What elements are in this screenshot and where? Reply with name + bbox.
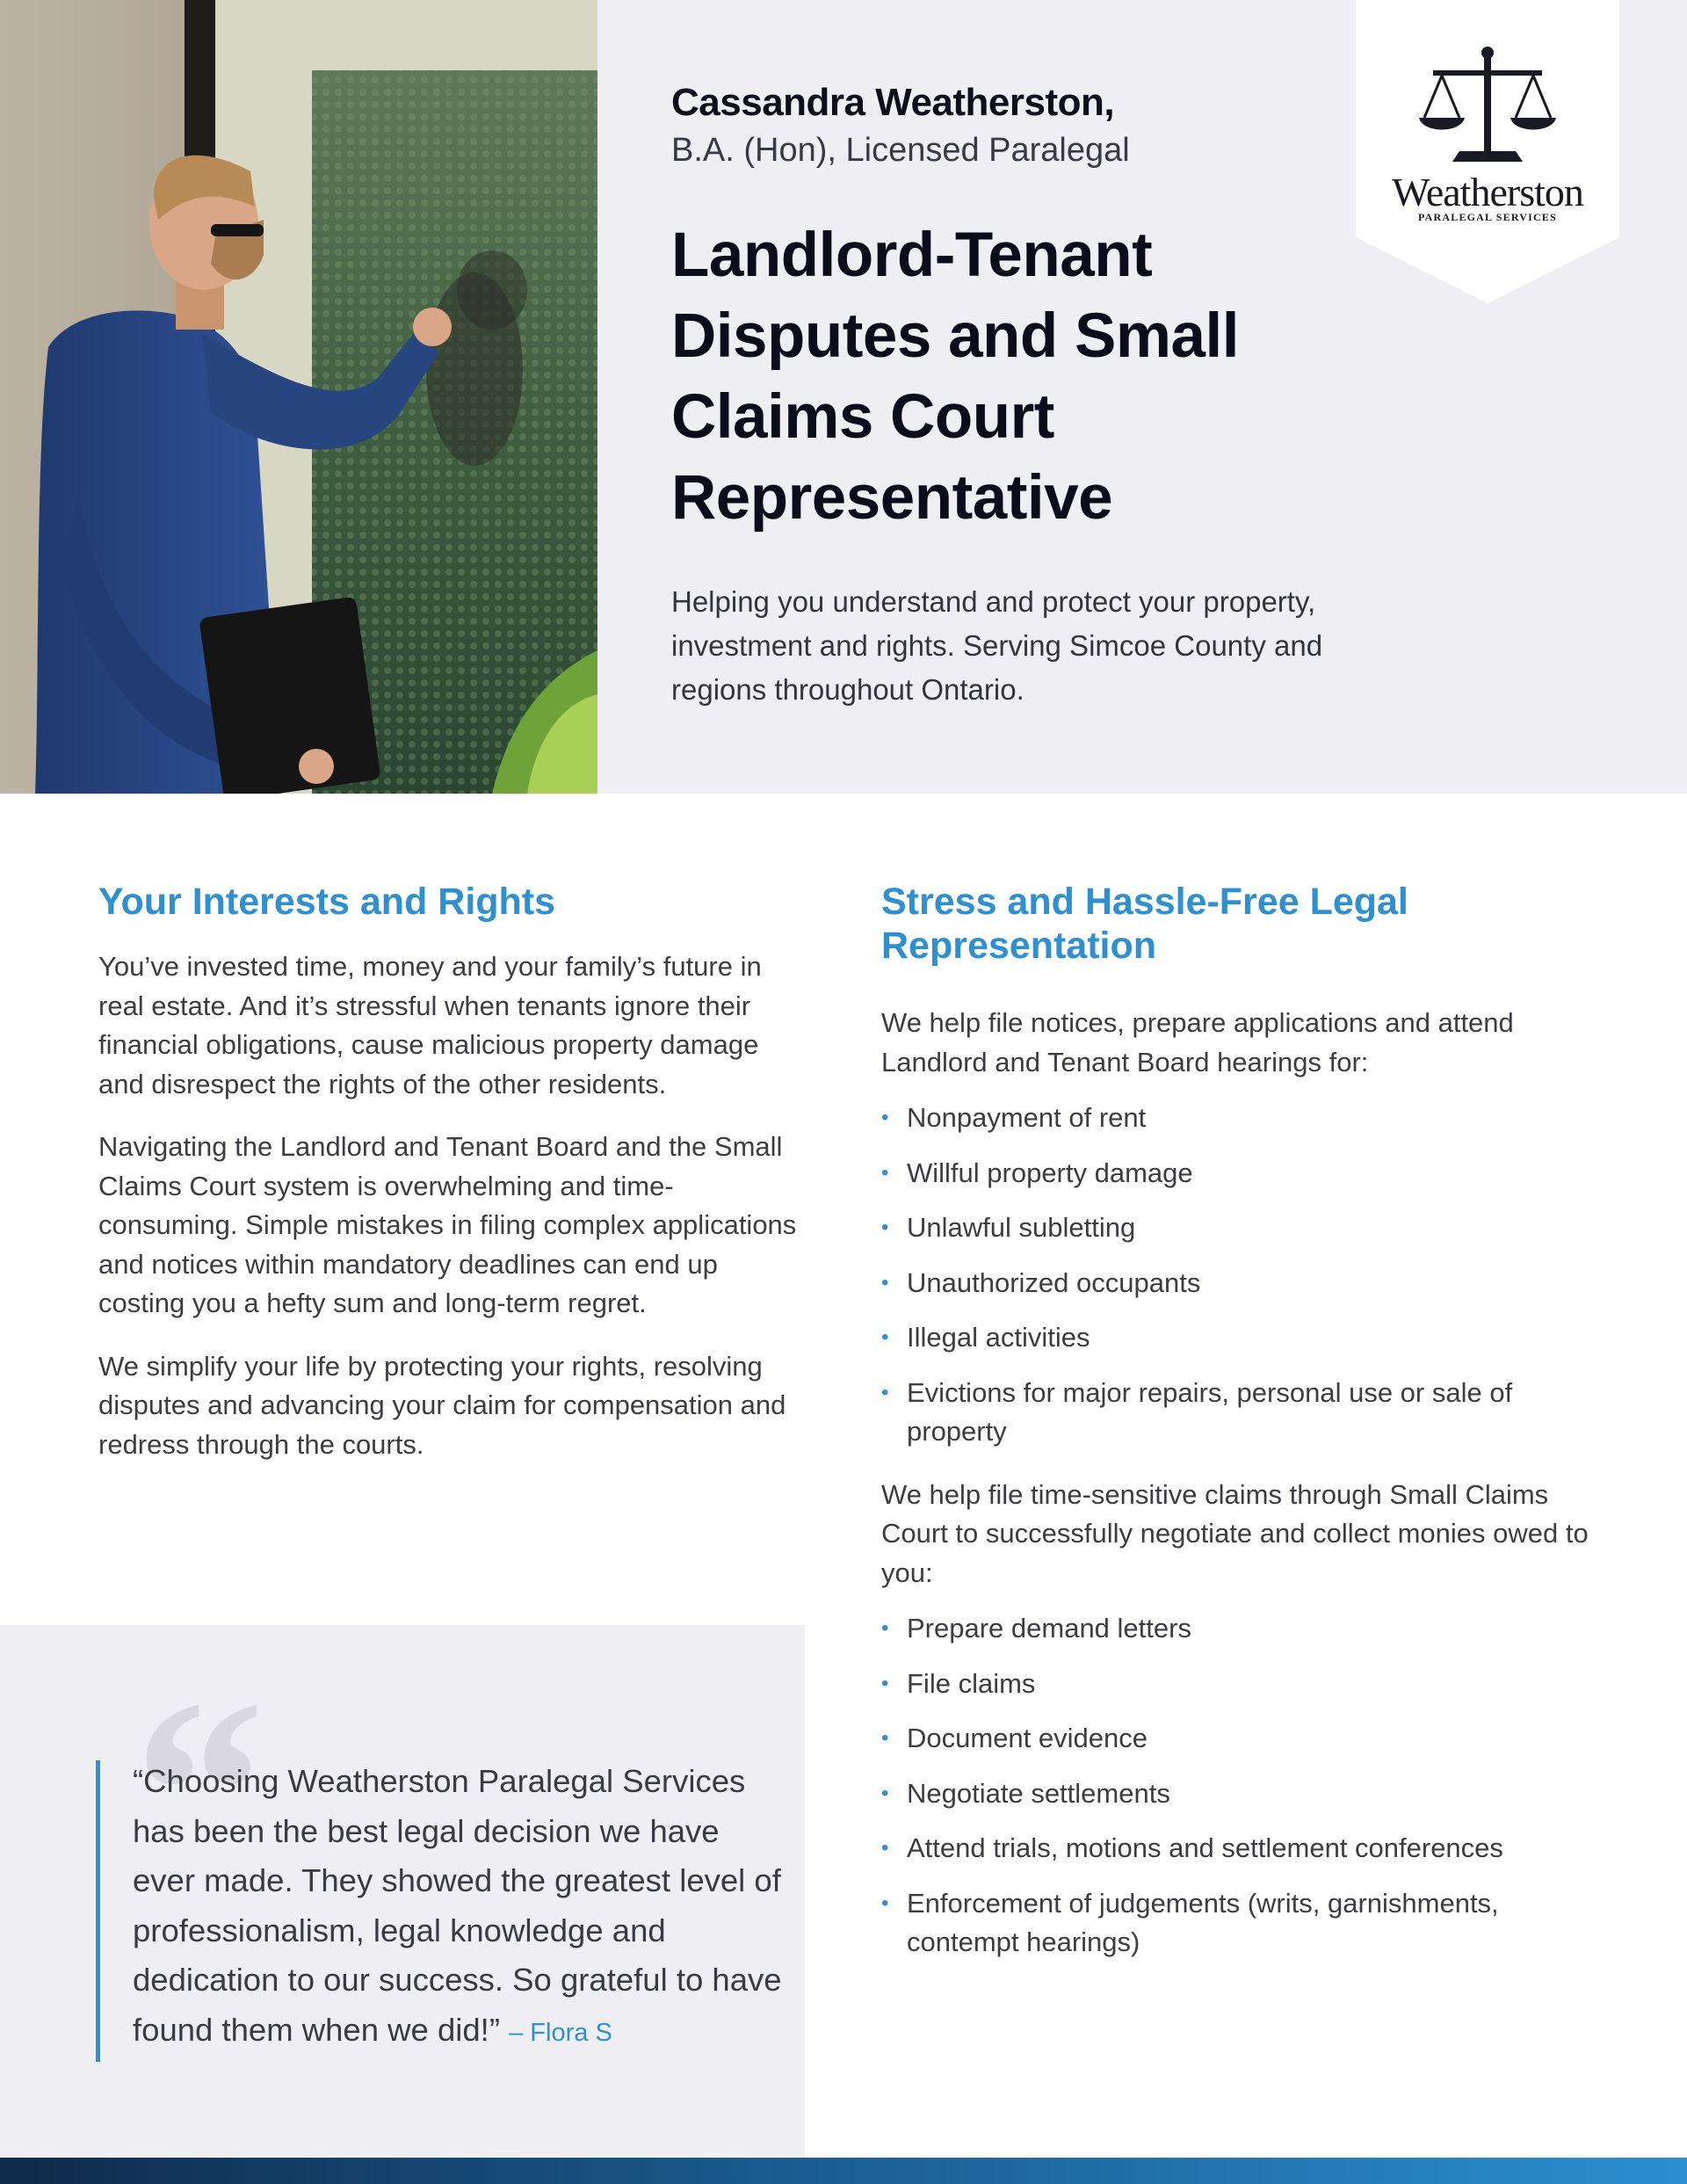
list-item: • Document evidence xyxy=(881,1719,1611,1759)
bullet-icon: • xyxy=(881,1781,889,1805)
testimonial-quote xyxy=(133,1757,783,2057)
bullet-icon: • xyxy=(881,1616,889,1640)
testimonial-text: “Choosing Weatherston Paralegal Services has been the best legal decision we have ever made. They showed the greatest level of professionalism, legal knowledge and dedication to our success. So grateful to have found them when we did!” xyxy=(133,1763,782,2048)
bullet-icon: • xyxy=(881,1325,889,1349)
list-item: • Attend trials, motions and settlement conferences xyxy=(881,1829,1611,1868)
body-paragraph: Navigating the Landlord and Tenant Board and the Small Claims Court system is overwhelming and time-consuming. Simple mistakes in filing complex applications and notices within mandatory deadlines can end up costing you a hefty sum and long-term regret. xyxy=(98,1131,797,1318)
logo-badge xyxy=(1356,0,1619,303)
bullet-icon: • xyxy=(881,1380,889,1404)
tagline: Helping you understand and protect your property, investment and rights. Serving Simcoe County and regions throughout Ontario. xyxy=(671,585,1323,706)
logo-subtitle: PARALEGAL SERVICES xyxy=(1418,211,1557,223)
list-item: • Unauthorized occupants xyxy=(881,1264,1611,1303)
bullet-icon: • xyxy=(881,1836,889,1860)
man-knocking-on-door-illustration xyxy=(0,0,597,794)
list-item: • Prepare demand letters xyxy=(881,1609,1611,1649)
page-title xyxy=(671,215,1339,539)
interests-rights-body xyxy=(98,947,801,1488)
scales-of-justice-icon xyxy=(1356,0,1619,303)
author-name: Cassandra Weatherston, xyxy=(671,81,1115,124)
bullet-icon: • xyxy=(881,1726,889,1750)
bullet-icon: • xyxy=(881,1890,889,1915)
testimonial-author: – Flora S xyxy=(509,2018,612,2047)
page-title-line: Representative xyxy=(671,463,1113,533)
legal-representation-heading: Stress and Hassle-Free Legal Representation xyxy=(881,881,1408,967)
list-item: • Evictions for major repairs, personal use or sale of property xyxy=(881,1374,1611,1452)
hero-photo xyxy=(0,0,597,794)
small-claims-intro: We help file time-sensitive claims through Small Claims Court to successfully negotiate and collect monies owed to you: xyxy=(881,1478,1589,1588)
legal-representation-body xyxy=(881,1004,1611,1986)
author-credentials: B.A. (Hon), Licensed Paralegal xyxy=(671,132,1130,169)
list-item: • Nonpayment of rent xyxy=(881,1099,1611,1138)
testimonial-accent-rule xyxy=(96,1760,100,2062)
interests-rights-heading: Your Interests and Rights xyxy=(98,881,556,923)
footer-gradient-bar xyxy=(0,2158,1687,2184)
hero-banner xyxy=(0,0,1687,794)
ltb-intro: We help file notices, prepare applications and attend Landlord and Tenant Board hearings for: xyxy=(881,1007,1514,1077)
logo-wordmark: Weatherston xyxy=(1392,170,1583,214)
bullet-icon: • xyxy=(881,1106,889,1129)
list-item: • Illegal activities xyxy=(881,1318,1611,1358)
bullet-icon: • xyxy=(881,1270,889,1295)
body-paragraph: We simplify your life by protecting your rights, resolving disputes and advancing your claim for compensation and redress through the courts. xyxy=(98,1350,786,1460)
small-claims-services-list xyxy=(881,1609,1611,1963)
page-title-line: Disputes and Small xyxy=(671,301,1239,371)
list-item: • File claims xyxy=(881,1665,1611,1704)
page-title-line: Landlord-Tenant xyxy=(671,221,1153,290)
list-item: • Willful property damage xyxy=(881,1154,1611,1194)
quote-mark-icon: “ xyxy=(134,1645,265,1937)
page-title-line: Claims Court xyxy=(671,382,1054,452)
list-item: • Negotiate settlements xyxy=(881,1774,1611,1814)
bullet-icon: • xyxy=(881,1671,889,1695)
list-item: • Unlawful subletting xyxy=(881,1208,1611,1248)
bullet-icon: • xyxy=(881,1160,889,1185)
list-item: • Enforcement of judgements (writs, garnishments, contempt hearings) xyxy=(881,1884,1611,1963)
body-paragraph: You’ve invested time, money and your family’s future in real estate. And it’s stressful when tenants ignore their financial obligations, cause malicious property damage and disrespect the rights of the other residents. xyxy=(98,951,762,1099)
ltb-services-list xyxy=(881,1099,1611,1452)
bullet-icon: • xyxy=(881,1215,889,1239)
